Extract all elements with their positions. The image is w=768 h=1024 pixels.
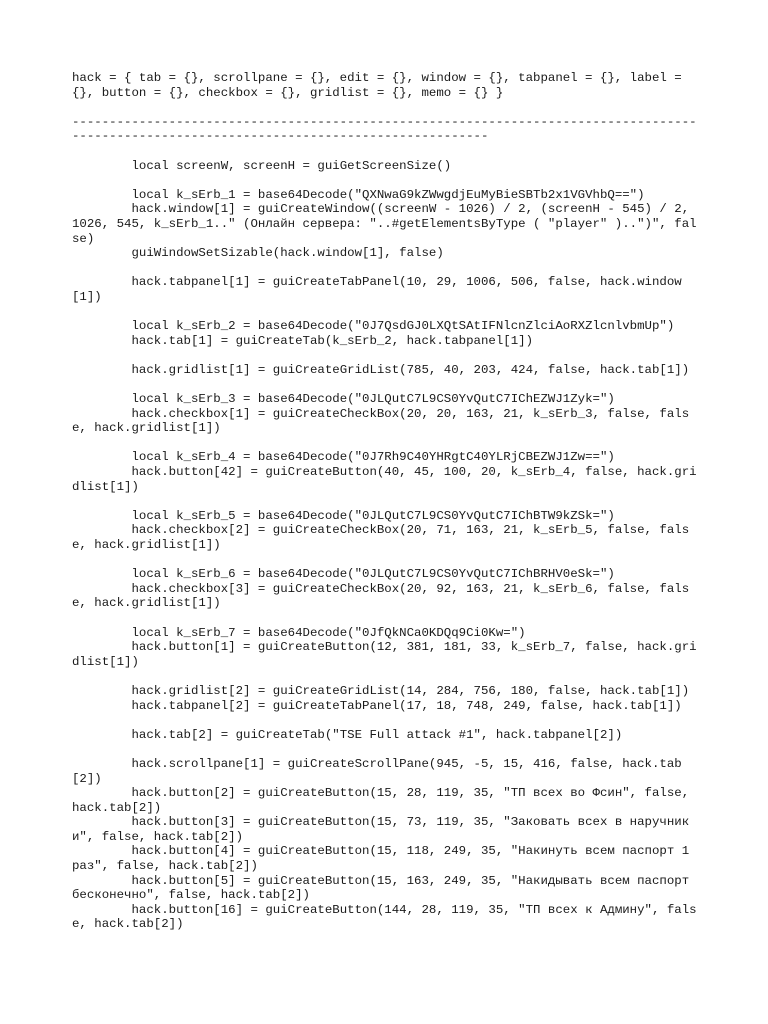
code-block-button-1: local k_sErb_7 = base64Decode("0JfQkNCa0KDQq9Ci0Kw=") hack.button[1] = guiCreateButton(12, 381, 181, 33, k_sErb_7, false, hack.gridlist[1]) <box>72 625 697 669</box>
code-block-checkbox-1: local k_sErb_3 = base64Decode("0JLQutC7L9CS0YvQutC7IChEZWJ1Zyk=") hack.checkbox[1] = guiCreateCheckBox(20, 20, 163, 21, k_sErb_3, false, false, hack.gridlist[1]) <box>72 392 690 436</box>
code-block-checkbox-2: local k_sErb_5 = base64Decode("0JLQutC7L9CS0YvQutC7IChBTW9kZSk=") hack.checkbox[2] = guiCreateCheckBox(20, 71, 163, 21, k_sErb_5, false, false, hack.gridlist[1]) <box>72 508 690 552</box>
code-block-tab-2: hack.tab[2] = guiCreateTab("TSE Full attack #1", hack.tabpanel[2]) <box>72 727 623 742</box>
code-block-gridlist-1: hack.gridlist[1] = guiCreateGridList(785, 40, 203, 424, false, hack.tab[1]) <box>72 362 690 377</box>
code-block-button-42: local k_sErb_4 = base64Decode("0J7Rh9C40YHRgtC40YLRjCBEZWJ1Zw==") hack.button[42] = guiCreateButton(40, 45, 100, 20, k_sErb_4, false, hack.gridlist[1]) <box>72 450 697 494</box>
code-block-tabpanel-1: hack.tabpanel[1] = guiCreateTabPanel(10, 29, 1006, 506, false, hack.window[1]) <box>72 275 682 304</box>
code-block-window: local k_sErb_1 = base64Decode("QXNwaG9kZWwgdjEuMyBieSBTb2x1VGVhbQ==") hack.window[1] = guiCreateWindow((screenW - 1026) / 2, (screenH - 545) / 2, 1026, 545, k_sErb_1.." (Онлайн сервера: "..#getElementsByType ( "player" )..")", false) guiWindowSetSizable(hack.window[1], false) <box>72 187 697 261</box>
code-block-tab-1: local k_sErb_2 = base64Decode("0J7QsdGJ0LXQtSAtIFNlcnZlciAoRXZlcnlvbmUp") hack.tab[1] = guiCreateTab(k_sErb_2, hack.tabpanel[1]) <box>131 319 675 348</box>
document-page <box>72 71 702 947</box>
code-block-checkbox-3: local k_sErb_6 = base64Decode("0JLQutC7L9CS0YvQutC7IChBRHV0eSk=") hack.checkbox[3] = guiCreateCheckBox(20, 92, 163, 21, k_sErb_6, false, false, hack.gridlist[1]) <box>72 567 690 611</box>
code-block-tab-2-buttons: hack.scrollpane[1] = guiCreateScrollPane(945, -5, 15, 416, false, hack.tab[2]) hack.button[2] = guiCreateButton(15, 28, 119, 35, "ТП всех во Фсин", false, hack.tab[2]) hack.button[3] = guiCreateButton(15, 73, 119, 35, "Заковать всех в наручники", false, hack.tab[2]) hack.button[4] = guiCreateButton(15, 118, 249, 35, "Накинуть всем паспорт 1 раз", false, hack.tab[2]) hack.button[5] = guiCreateButton(15, 163, 249, 35, "Накидывать всем паспорт бесконечно", false, hack.tab[2]) hack.button[16] = guiCreateButton(144, 28, 119, 35, "ТП всех к Админу", false, hack.tab[2]) <box>72 756 697 932</box>
separator-line: -------------------------------------------------------------------------------------------------------------------------------------------- <box>72 114 697 144</box>
code-block-screen-size: local screenW, screenH = guiGetScreenSize() <box>72 158 452 173</box>
code-block-gridlist-2: hack.gridlist[2] = guiCreateGridList(14, 284, 756, 180, false, hack.tab[1]) hack.tabpanel[2] = guiCreateTabPanel(17, 18, 748, 249, false, hack.tab[1]) <box>131 683 690 713</box>
table-declaration: hack = { tab = {}, scrollpane = {}, edit = {}, window = {}, tabpanel = {}, label = {}, button = {}, checkbox = {}, gridlist = {}, memo = {} } <box>72 71 690 100</box>
